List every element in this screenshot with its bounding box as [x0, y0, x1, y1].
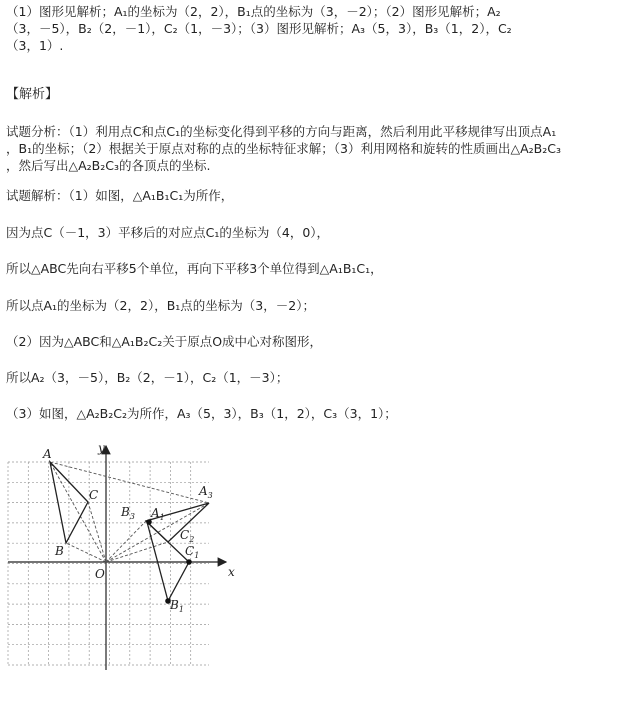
- axis-x-label: x: [228, 565, 235, 579]
- label-a1: $A_1$: [151, 506, 165, 522]
- analysis-line-1: 试题分析：（1）利用点C和点C₁的坐标变化得到平移的方向与距离，然后利用此平移规律写出顶点A₁: [6, 124, 557, 139]
- label-c: C: [89, 488, 99, 502]
- origin-label: O: [95, 567, 105, 581]
- solution-step-4: 所以点A₁的坐标为（2，2），B₁点的坐标为（3，－2）；: [6, 298, 315, 313]
- solution-step-2: 因为点C（－1，3）平移后的对应点C₁的坐标为（4，0），: [6, 225, 330, 240]
- point-a1: [146, 519, 152, 525]
- label-c2: $C_2$: [180, 528, 195, 544]
- label-b1: $B_1$: [170, 598, 184, 614]
- grid: [8, 462, 209, 665]
- answer-line-1: （1）图形见解析；A₁的坐标为（2，2），B₁点的坐标为（3，－2）；（2）图形见解析；A₂: [6, 4, 501, 19]
- label-a3: $A_3$: [199, 484, 213, 500]
- analysis-line-2: ，B₁的坐标；（2）根据关于原点对称的点的坐标特征求解；（3）利用网格和旋转的性质画出△A₂B₂C₃: [6, 141, 561, 156]
- label-b3: $B_3$: [121, 505, 135, 521]
- solution-step-1: 试题解析：（1）如图，△A₁B₁C₁为所作，: [6, 188, 234, 203]
- solution-step-5: （2）因为△ABC和△A₁B₂C₂关于原点O成中心对称图形，: [6, 334, 323, 349]
- solution-step-6: 所以A₂（3，－5），B₂（2，－1），C₂（1，－3）；: [6, 370, 289, 385]
- label-c1: $C_1$: [185, 544, 200, 560]
- axis-y-label: y: [98, 441, 105, 455]
- answer-line-2: （3，－5），B₂（2，－1），C₂（1，－3）；（3）图形见解析；A₃（5，3），B₃（1，2），C₂: [6, 21, 512, 36]
- solution-step-3: 所以△ABC先向右平移5个单位，再向下平移3个单位得到△A₁B₁C₁，: [6, 261, 383, 276]
- answer-line-3: （3，1）.: [6, 38, 64, 53]
- analysis-line-3: ，然后写出△A₂B₂C₃的各顶点的坐标.: [6, 158, 211, 173]
- solution-step-7: （3）如图，△A₂B₂C₂为所作，A₃（5，3），B₃（1，2），C₃（3，1）；: [6, 406, 397, 421]
- section-title: 【解析】: [6, 87, 59, 102]
- label-b: B: [55, 544, 64, 558]
- label-a: A: [43, 447, 52, 461]
- point-c1: [186, 559, 192, 565]
